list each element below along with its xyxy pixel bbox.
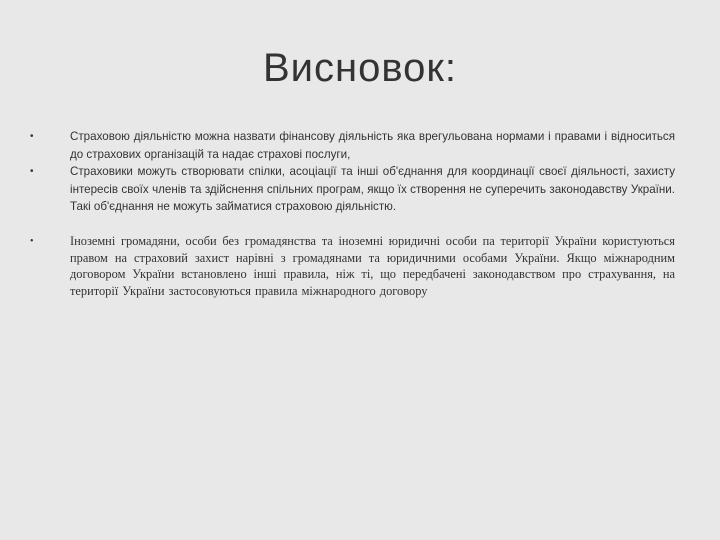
slide-title: Висновок: <box>262 46 458 90</box>
bullet-item <box>30 163 675 216</box>
bullet-item <box>30 128 675 163</box>
bullet-list <box>30 128 675 299</box>
bullet-marker: • <box>30 166 34 178</box>
bullet-marker: • <box>30 131 34 142</box>
bullet-text: Страховики можуть створювати спілки, асоціації та інші об'єднання для координації своєї діяльності, захисту інтересів своїх членів та здійснення спільних програм, якщо їх створення не суперечить законодавству України. Такі об'єднання не можуть займатися страховою діяльністю. <box>70 165 675 214</box>
bullet-item <box>30 233 675 299</box>
bullet-text: Страховою діяльністю можна назвати фінансову діяльність яка врегульована нормами і правами і відноситься до страхових організацій та надає страхові послуги, <box>70 130 675 161</box>
bullet-marker: • <box>30 235 34 247</box>
bullet-text: Іноземні громадяни, особи без громадянства та іноземні юридичні особи па території України користуються правом на страховий захист нарівні з громадянами та юридичними особами України. Якщо міжнародним договором України встановлено інші правила, ніж ті, що передбачені законодавством про страхування, на території України застосовуються правила міжнародного договору <box>70 233 675 298</box>
